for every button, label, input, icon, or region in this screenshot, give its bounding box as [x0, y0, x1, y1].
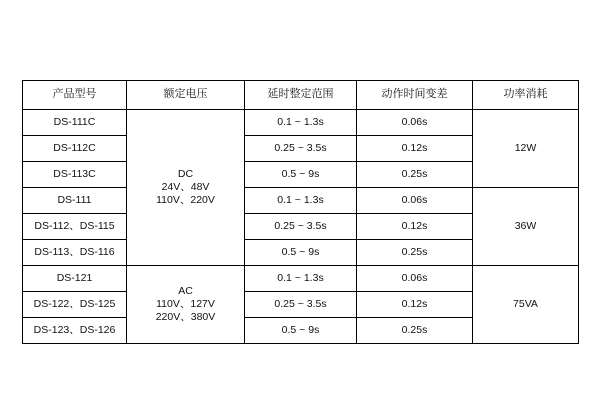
cell-model: DS-123、DS-126: [23, 318, 127, 344]
cell-voltage-ac: [127, 266, 245, 344]
cell-delay-range: 0.1 ~ 1.3s: [245, 266, 357, 292]
table-row: [23, 110, 579, 136]
cell-delay-range: 0.25 ~ 3.5s: [245, 214, 357, 240]
cell-time-deviation: 0.25s: [357, 240, 473, 266]
cell-time-deviation: 0.06s: [357, 266, 473, 292]
table-body: [23, 110, 579, 344]
cell-model: DS-113、DS-116: [23, 240, 127, 266]
cell-time-deviation: 0.12s: [357, 292, 473, 318]
cell-model: DS-112、DS-115: [23, 214, 127, 240]
cell-delay-range: 0.1 ~ 1.3s: [245, 110, 357, 136]
table-header: [23, 81, 579, 110]
cell-power: 36W: [473, 188, 579, 266]
voltage-type-dc: DC: [177, 167, 194, 180]
cell-time-deviation: 0.12s: [357, 214, 473, 240]
cell-delay-range: 0.5 ~ 9s: [245, 240, 357, 266]
column-header-power: 功率消耗: [473, 81, 579, 110]
voltage-values-ac-1: 110V、127V: [156, 297, 215, 310]
table-row: [23, 266, 579, 292]
spec-table: [22, 80, 579, 344]
cell-time-deviation: 0.25s: [357, 162, 473, 188]
voltage-type-ac: AC: [178, 284, 193, 297]
cell-model: DS-121: [23, 266, 127, 292]
column-header-voltage: 额定电压: [127, 81, 245, 110]
cell-model: DS-113C: [23, 162, 127, 188]
cell-voltage-dc: [127, 110, 245, 266]
cell-power: 75VA: [473, 266, 579, 344]
cell-delay-range: 0.5 ~ 9s: [245, 318, 357, 344]
cell-time-deviation: 0.12s: [357, 136, 473, 162]
cell-model: DS-122、DS-125: [23, 292, 127, 318]
column-header-model: 产品型号: [23, 81, 127, 110]
cell-time-deviation: 0.25s: [357, 318, 473, 344]
cell-power: 12W: [473, 110, 579, 188]
cell-model: DS-111C: [23, 110, 127, 136]
column-header-time-deviation: 动作时间变差: [357, 81, 473, 110]
cell-time-deviation: 0.06s: [357, 188, 473, 214]
cell-delay-range: 0.25 ~ 3.5s: [245, 292, 357, 318]
cell-model: DS-111: [23, 188, 127, 214]
spec-table-container: [22, 80, 578, 344]
table-row: [23, 188, 579, 214]
cell-time-deviation: 0.06s: [357, 110, 473, 136]
column-header-delay-range: 延时整定范围: [245, 81, 357, 110]
table-header-row: [23, 81, 579, 110]
cell-delay-range: 0.1 ~ 1.3s: [245, 188, 357, 214]
cell-model: DS-112C: [23, 136, 127, 162]
voltage-values-dc-1: 24V、48V: [161, 180, 210, 193]
cell-delay-range: 0.5 ~ 9s: [245, 162, 357, 188]
cell-delay-range: 0.25 ~ 3.5s: [245, 136, 357, 162]
voltage-values-ac-2: 220V、380V: [155, 311, 216, 324]
voltage-values-dc-2: 110V、220V: [156, 194, 215, 207]
